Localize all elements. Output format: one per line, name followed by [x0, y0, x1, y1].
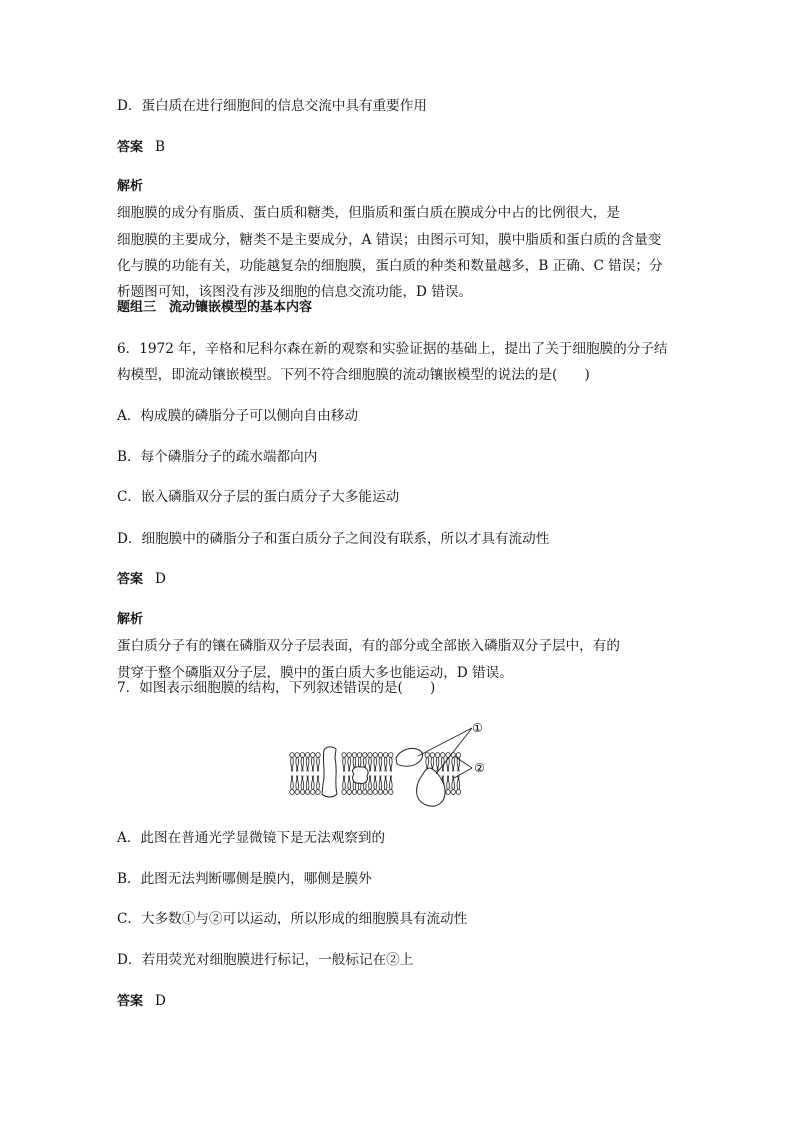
q7-option-b: B．此图无法判断哪侧是膜内，哪侧是膜外	[117, 871, 372, 887]
answer-value: B	[155, 139, 166, 155]
q7-option-c: C．大多数①与②可以运动，所以形成的细胞膜具有流动性	[117, 911, 468, 927]
analysis-line-1	[117, 174, 677, 227]
q6-answer	[117, 569, 166, 590]
transmembrane-protein-left	[322, 747, 337, 797]
q5-analysis	[117, 174, 677, 305]
q6-option-a: A．构成膜的磷脂分子可以侧向自由移动	[117, 408, 358, 424]
answer-label: 答案	[117, 994, 144, 1009]
analysis-text: 细胞膜的成分有脂质、蛋白质和糖类，但脂质和蛋白质在膜成分中占的比例很大，是	[117, 205, 620, 222]
q6-stem-line-1: 6．1972 年，辛格和尼科尔森在新的观察和实验证据的基础上，提出了关于细胞膜的分子结	[117, 341, 668, 357]
q6-stem-line-2: 构模型，即流动镶嵌模型。下列不符合细胞膜的流动镶嵌模型的说法的是( )	[117, 367, 590, 384]
analysis-line-4: 析题图可知，该图没有涉及细胞的信息交流功能，D 错误。	[117, 284, 473, 301]
figure-label-2: ②	[474, 761, 485, 775]
analysis-label: 解析	[117, 179, 144, 194]
analysis-line-1	[117, 607, 677, 660]
q5-option-d: D．蛋白质在进行细胞间的信息交流中具有重要作用	[117, 98, 427, 114]
analysis-line-2: 贯穿于整个磷脂双分子层，膜中的蛋白质大多也能运动，D 错误。	[117, 664, 513, 681]
analysis-label: 解析	[117, 612, 144, 627]
q7-option-d: D．若用荧光对细胞膜进行标记，一般标记在②上	[117, 952, 414, 968]
q7-option-a: A．此图在普通光学显微镜下是无法观察到的	[117, 830, 386, 846]
embedded-protein-small	[353, 767, 368, 784]
q7-stem: 7．如图表示细胞膜的结构，下列叙述错误的是( )	[117, 680, 436, 696]
answer-value: D	[155, 993, 166, 1009]
analysis-line-2: 细胞膜的主要成分，糖类不是主要成分，A 错误；由图示可知，膜中脂质和蛋白质的含量变	[117, 231, 662, 248]
analysis-text: 蛋白质分子有的镶在磷脂双分子层表面，有的部分或全部嵌入磷脂双分子层中，有的	[117, 638, 620, 655]
q6-option-b: B．每个磷脂分子的疏水端都向内	[117, 449, 318, 465]
integral-protein-right	[417, 768, 445, 806]
cell-membrane-figure	[286, 716, 516, 812]
answer-label: 答案	[117, 572, 144, 587]
q6-analysis	[117, 607, 677, 686]
surface-protein-top	[396, 748, 423, 766]
section-title: 题组三 流动镶嵌模型的基本内容	[117, 300, 313, 315]
q6-stem	[117, 336, 677, 389]
answer-label: 答案	[117, 140, 144, 155]
q6-option-d: D．细胞膜中的磷脂分子和蛋白质分子之间没有联系，所以才具有流动性	[117, 531, 550, 547]
q6-option-c: C．嵌入磷脂双分子层的蛋白质分子大多能运动	[117, 489, 400, 505]
q7-answer	[117, 991, 166, 1012]
q5-answer	[117, 137, 165, 158]
analysis-line-3: 化与膜的功能有关，功能越复杂的细胞膜，蛋白质的种类和数量越多，B 正确、C 错误；分	[117, 257, 663, 274]
answer-value: D	[155, 571, 166, 587]
figure-label-1: ①	[472, 721, 483, 735]
